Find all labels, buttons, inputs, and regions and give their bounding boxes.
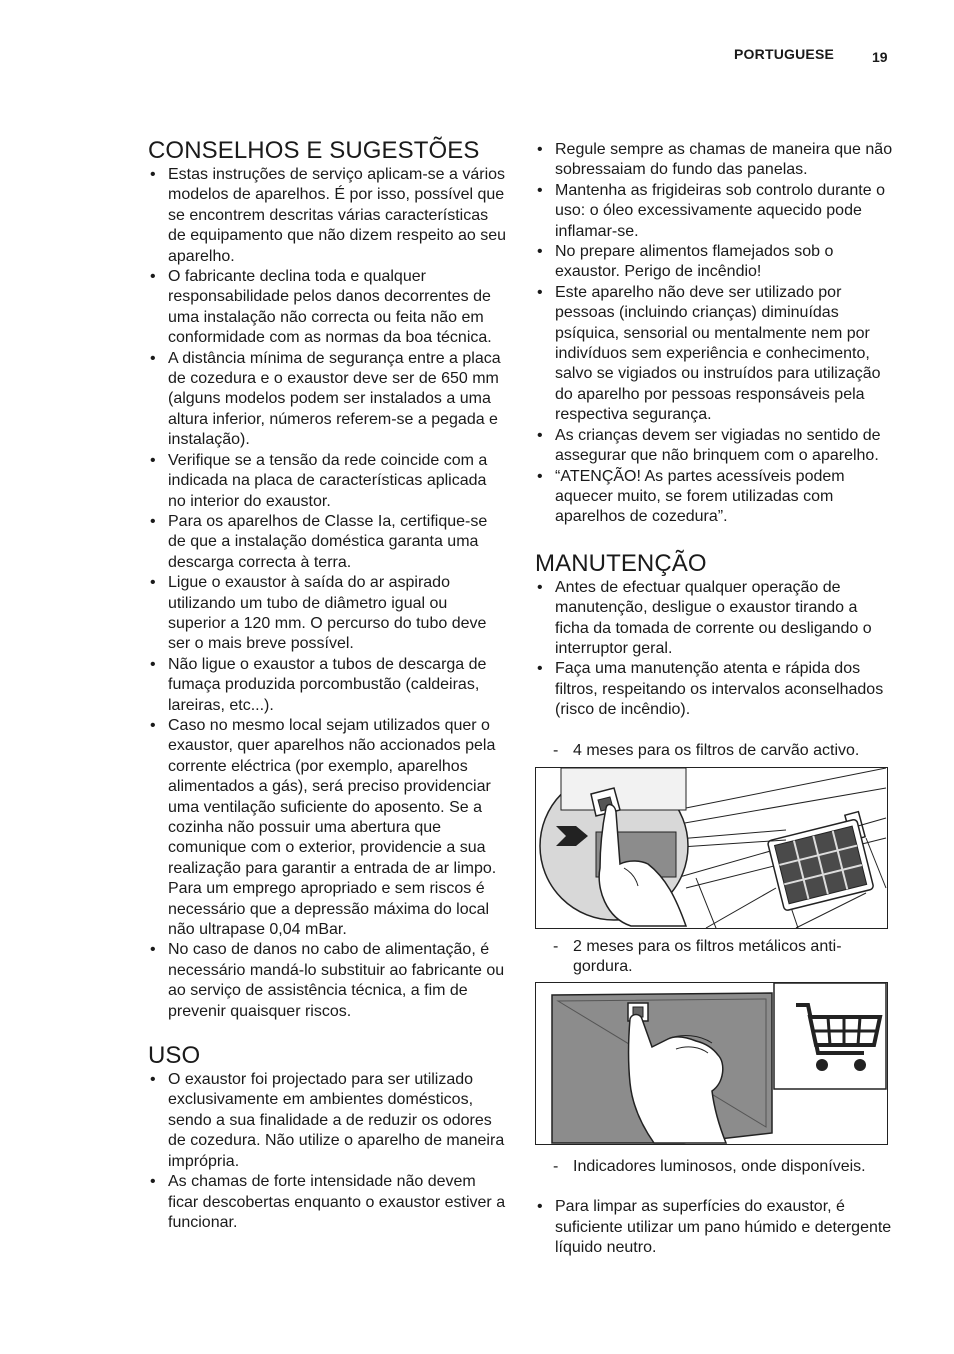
list-item: • Este aparelho não deve ser utilizado por pessoas (incluindo crianças) diminuídas psíquica, sensorial ou mentalmente nem por indivíduos sem experiência e conhecimento, salvo se vigiados ou instruídos para utilização do aparelho por pessoas responsáveis pela respectiva segurança. <box>535 283 895 426</box>
list-item: • Estas instruções de serviço aplicam-se a vários modelos de aparelhos. É por isso, possível que se encontrem descritas várias características de equipamento que não dizem respeito ao seu aparelho. <box>148 165 508 267</box>
page-number: 19 <box>872 49 888 65</box>
dash-item: - 2 meses para os filtros metálicos anti-gordura. <box>535 937 895 978</box>
list-item: • Faça uma manutenção atenta e rápida dos filtros, respeitando os intervalos aconselhados (risco de incêndio). <box>535 659 895 720</box>
header-language: PORTUGUESE <box>734 46 835 62</box>
list-item: • “ATENÇÃO! As partes acessíveis podem aquecer muito, se forem utilizadas com aparelhos de cozedura”. <box>535 467 895 528</box>
spacer <box>535 1145 895 1157</box>
list-item: • Para limpar as superfícies do exaustor, é suficiente utilizar um pano húmido e detergente líquido neutro. <box>535 1197 895 1258</box>
indicator-lights-note <box>535 1157 895 1177</box>
left-column <box>148 137 508 1233</box>
list-item: • Ligue o exaustor à saída do ar aspirado utilizando um tubo de diâmetro igual ou superior a 120 mm. O percurso do tubo deve ser o mais breve possível. <box>148 573 508 655</box>
list-item: • Para os aparelhos de Classe Ia, certifique-se de que a instalação doméstica garanta uma descarga correcta à terra. <box>148 512 508 573</box>
list-item: • O exaustor foi projectado para ser utilizado exclusivamente em ambientes domésticos, sendo a sua finalidade a de reduzir os odores de cozedura. Não utilize o aparelho de maneira imprópria. <box>148 1070 508 1172</box>
metal-filter-drawing <box>536 983 887 1144</box>
list-item: • No caso de danos no cabo de alimentação, é necessário mandá-lo substituir ao fabricante ou ao serviço de assistência técnica, a fim de prevenir quaisquer riscos. <box>148 940 508 1022</box>
list-item: • No prepare alimentos flamejados sob o exaustor. Perigo de incêndio! <box>535 242 895 283</box>
list-item: • Caso no mesmo local sejam utilizados quer o exaustor, quer aparelhos não accionados pela corrente eléctrica (por exemplo, aparelhos alimentados a gás), será preciso providenciar uma ventilação suficiente do aposento. Se a cozinha não possuir uma abertura que comunique com o exterior, providencie a sua realização para garantir a entrada de ar limpo. Para um emprego apropriado e sem riscos é necessário que a depressão máxima do local não ultrapase 0,04 mBar. <box>148 716 508 940</box>
section-title-conselhos: CONSELHOS E SUGESTÕES <box>148 137 480 164</box>
list-item: • A distância mínima de segurança entre a placa de cozedura e o exaustor deve ser de 650 mm (alguns modelos podem ser instalados a uma altura inferior, números referem-se a pegada e instalação). <box>148 349 508 451</box>
spacer <box>535 929 895 937</box>
section-title-uso: USO <box>148 1042 201 1070</box>
right-column <box>535 140 895 1258</box>
spacer <box>148 1022 508 1042</box>
list-item: • As crianças devem ser vigiadas no sentido de assegurar que não brinquem com o aparelho. <box>535 426 895 467</box>
spacer <box>535 1177 895 1197</box>
list-item: • Verifique se a tensão da rede coincide com a indicada na placa de características aplicada no interior do exaustor. <box>148 451 508 512</box>
list-item: • As chamas de forte intensidade não devem ficar descobertas enquanto o exaustor estiver a funcionar. <box>148 1172 508 1233</box>
section-title-manutencao: MANUTENÇÃO <box>535 549 707 577</box>
spacer <box>535 721 895 741</box>
cleaning-note <box>535 1197 895 1258</box>
carbon-filter-drawing <box>536 768 887 928</box>
list-item: • Não ligue o exaustor a tubos de descarga de fumaça produzida porcombustão (caldeiras, lareiras, etc...). <box>148 655 508 716</box>
spacer <box>535 528 895 550</box>
list-item: • Mantenha as frigideiras sob controlo durante o uso: o óleo excessivamente aquecido pode inflamar-se. <box>535 181 895 242</box>
list-item: • Antes de efectuar qualquer operação de manutenção, desligue o exaustor tirando a ficha da tomada de corrente ou desligando o interruptor geral. <box>535 578 895 660</box>
list-item: • Regule sempre as chamas de maneira que não sobressaiam do fundo das panelas. <box>535 140 895 181</box>
uso-list <box>148 1070 508 1233</box>
dash-item: - 4 meses para os filtros de carvão activo. <box>535 741 895 761</box>
list-item: • O fabricante declina toda e qualquer responsabilidade pelos danos decorrentes de uma instalação não correcta ou feita não em conformidade com as normas da boa técnica. <box>148 267 508 349</box>
dash-item: - Indicadores luminosos, onde disponíveis. <box>535 1157 895 1177</box>
metal-filter-illustration <box>535 982 888 1145</box>
conselhos-list <box>148 165 508 1022</box>
carbon-filter-interval <box>535 741 895 761</box>
manutencao-list <box>535 578 895 721</box>
carbon-filter-illustration <box>535 767 888 929</box>
uso-list-continued <box>535 140 895 528</box>
metal-filter-interval <box>535 937 895 978</box>
